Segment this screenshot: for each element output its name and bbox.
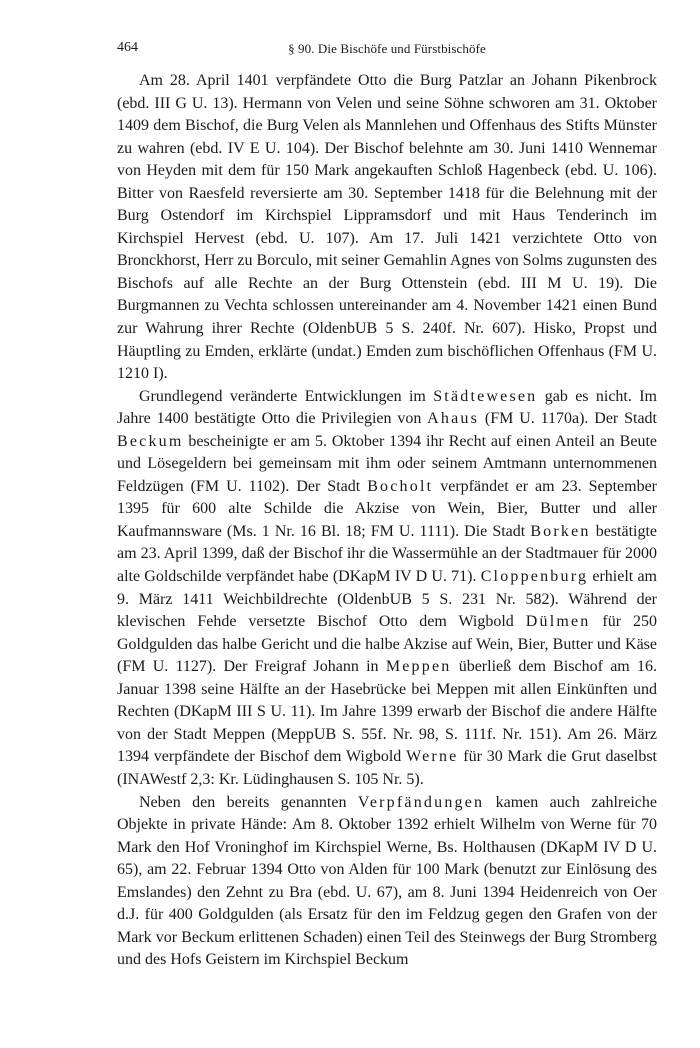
text-run: überließ dem Bischof am 16. Januar 1398 seine Hälfte an der Hasebrücke bei Meppen mit allen Einkünften und Rechten (DKapM III S U. 11). Im Jahre 1399 erwarb der Bischof die andere Hälfte von der Stadt Meppen (MeppUB S. 55f. Nr. 98, S. 111f. Nr. 151). Am 26. März 1394 verpfändete der Bischof dem Wigbold <box>117 658 658 766</box>
spaced-emphasis: Meppen <box>385 658 452 676</box>
spaced-emphasis: Ahaus <box>427 410 480 428</box>
paragraph <box>117 386 657 792</box>
text-run: gab es nicht. Im Jahre 1400 bestätigte Otto die Privilegien von <box>117 387 657 428</box>
spaced-emphasis: Verpfändungen <box>357 793 485 811</box>
text-run: erhielt am 9. März 1411 Weichbildrechte (OldenbUB 5 S. 231 Nr. 582). Während der klevischen Fehde versetzte Bischof Otto dem Wigbold <box>117 568 657 631</box>
spaced-emphasis: Bocholt <box>367 477 434 495</box>
paragraph <box>117 792 657 972</box>
text-run: für 250 Goldgulden das halbe Gericht und die halbe Akzise auf Wein, Bier, Butter und Käse (FM U. 1127). Der Freigraf Johann in <box>117 613 658 676</box>
spaced-emphasis: Städtewesen <box>433 387 538 405</box>
page-number: 464 <box>117 40 138 55</box>
text-run: Grundlegend veränderte Entwicklungen im <box>139 387 434 405</box>
paragraph <box>117 70 657 386</box>
spaced-emphasis: Dülmen <box>525 613 591 631</box>
text-run: kamen auch zahlreiche Objekte in private Hände: Am 8. Oktober 1392 erhielt Wilhelm von Werne für 70 Mark den Hof Vroninghof im Kirchspiel Werne, Bs. Holthausen (DKapM IV D U. 65), am 22. Februar 1394 Otto von Alden für 100 Mark (benutzt zur Einlösung des Emslandes) den Zehnt zu Bra (ebd. U. 67), am 8. Juni 1394 Heidenreich von Oer d.J. für 400 Goldgulden (als Ersatz für den im Feldzug gegen den Grafen von der Mark vor Beckum erlittenen Schaden) einen Teil des Steinwegs der Burg Stromberg und des Hofs Geistern im Kirchspiel Beckum <box>117 793 658 969</box>
text-body <box>117 70 657 972</box>
text-run: verpfändet er am 23. September 1395 für 600 alte Schilde die Akzise von Wein, Bier, Butter und aller Kaufmannsware (Ms. 1 Nr. 16 Bl. 18; FM U. 1111). Die Stadt <box>117 477 657 540</box>
text-run: (FM U. 1170a). Der Stadt <box>479 410 657 428</box>
text-run: Am 28. April 1401 verpfändete Otto die Burg Patzlar an Johann Pikenbrock (ebd. III G U. 13). Hermann von Velen und seine Söhne schworen am 31. Oktober 1409 dem Bischof, die Burg Velen als Mannlehen und Offenhaus des Stifts Münster zu wahren (ebd. IV E U. 104). Der Bischof belehnte am 30. Juni 1410 Wennemar von Heyden mit dem für 150 Mark angekauften Schloß Hagenbeck (ebd. U. 106). Bitter von Raesfeld reversierte am 30. September 1418 für die Belehnung mit der Burg Ostendorf im Kirchspiel Lippramsdorf und mit Haus Tenderinch im Kirchspiel Hervest (ebd. U. 107). Am 17. Juli 1421 verzichtete Otto von Bronckhorst, Herr zu Borculo, mit seiner Gemahlin Agnes von Solms zugunsten des Bischofs auf alle Rechte an der Burg Ottenstein (ebd. III M U. 19). Die Burgmannen zu Vechta schlossen untereinander am 4. November 1421 einen Bund zur Wahrung ihrer Rechte (OldenbUB 5 S. 240f. Nr. 607). Hisko, Propst und Häuptling zu Emden, erklärte (undat.) Emden zum bischöflichen Offenhaus (FM U. 1210 I). <box>117 72 657 383</box>
spaced-emphasis: Werne <box>406 748 459 766</box>
spaced-emphasis: Cloppenburg <box>480 568 589 586</box>
text-run: für 30 Mark die Grut daselbst (INAWestf 2,3: Kr. Lüdinghausen S. 105 Nr. 5). <box>117 748 657 788</box>
text-run: bestätigte am 23. April 1399, daß der Bischof ihr die Wassermühle an der Stadtmauer für 2000 alte Goldschilde verpfändet habe (DKapM IV D U. 71). <box>117 522 658 586</box>
text-run: bescheinigte er am 5. Oktober 1394 ihr Recht auf einen Anteil an Beute und Lösegeldern bei gemeinsam mit ihm oder seinem Amtmann unternommenen Feldzügen (FM U. 1102). Der Stadt <box>117 432 657 495</box>
page-header <box>117 40 657 64</box>
spaced-emphasis: Beckum <box>117 432 184 450</box>
spaced-emphasis: Borken <box>530 522 591 540</box>
running-head: § 90. Die Bischöfe und Fürstbischöfe <box>288 41 486 56</box>
text-run: Neben den bereits genannten <box>139 793 358 811</box>
